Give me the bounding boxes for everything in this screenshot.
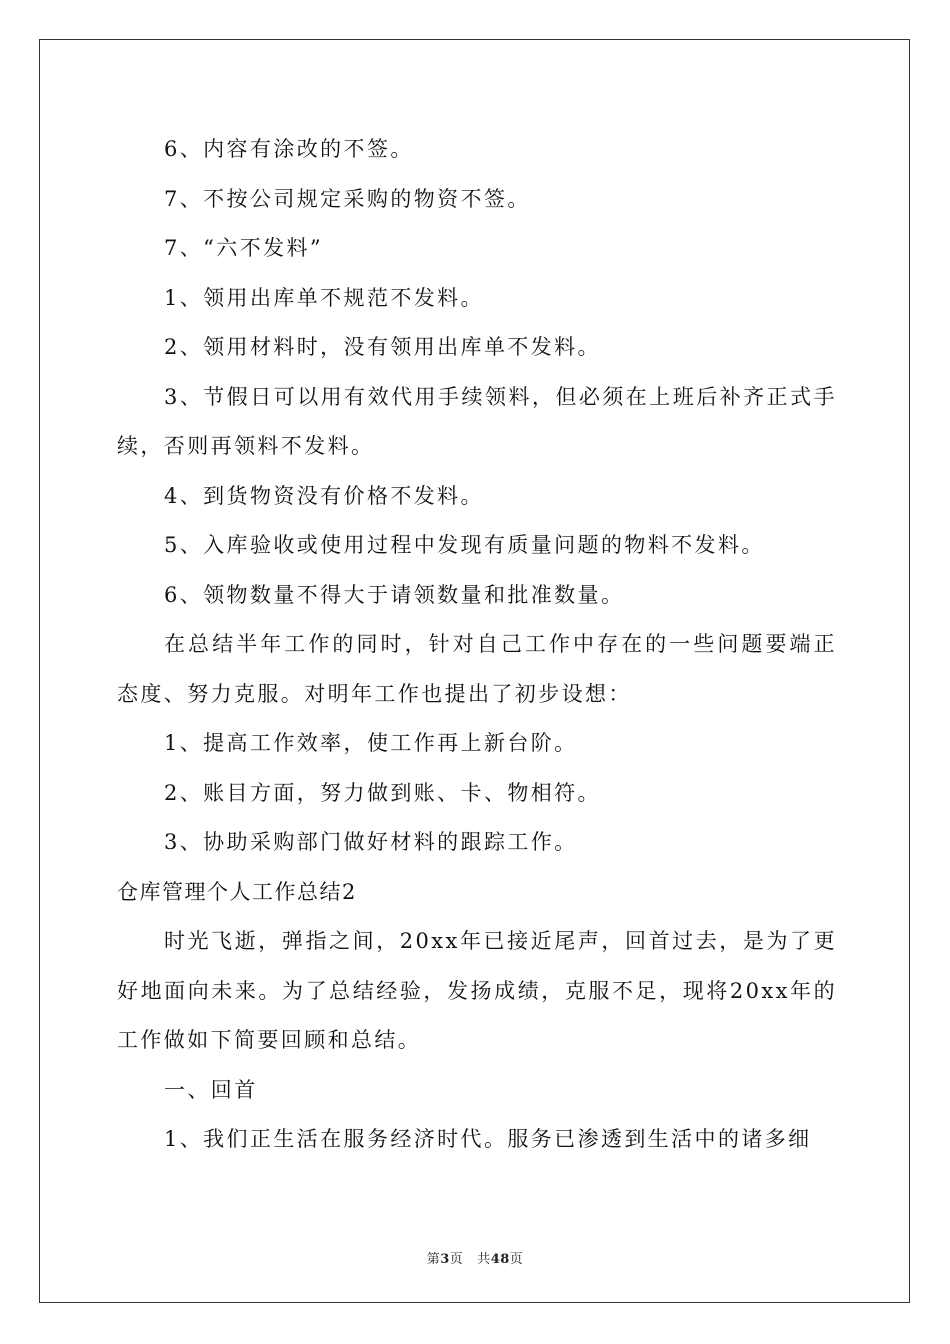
body-text xyxy=(117,125,837,1165)
paragraph: 时光飞逝，弹指之间，20xx年已接近尾声，回首过去，是为了更好地面向未来。为了总结经验，发扬成绩，克服不足，现将20xx年的工作做如下简要回顾和总结。 xyxy=(117,929,837,1052)
paragraph: 在总结半年工作的同时，针对自己工作中存在的一些问题要端正态度、努力克服。对明年工作也提出了初步设想： xyxy=(117,632,837,706)
footer-total-suffix: 页 xyxy=(509,1252,524,1267)
paragraph: 1、领用出库单不规范不发料。 xyxy=(164,285,484,310)
paragraph: 4、到货物资没有价格不发料。 xyxy=(164,483,484,508)
paragraph: 2、账目方面，努力做到账、卡、物相符。 xyxy=(164,780,601,805)
paragraph: 6、内容有涂改的不签。 xyxy=(164,137,414,161)
paragraph: 一、回首 xyxy=(164,1077,258,1102)
section-heading: 仓库管理个人工作总结2 xyxy=(117,879,357,904)
footer-total-pages: 48 xyxy=(490,1252,510,1267)
footer-total-prefix: 共 xyxy=(477,1252,491,1267)
paragraph: 7、不按公司规定采购的物资不签。 xyxy=(164,186,531,211)
footer-current-page: 3 xyxy=(440,1252,450,1267)
paragraph: 5、入库验收或使用过程中发现有质量问题的物料不发料。 xyxy=(164,533,765,557)
footer-prefix: 第 xyxy=(426,1252,441,1267)
footer-page-word: 页 xyxy=(449,1252,464,1267)
paragraph: 6、领物数量不得大于请领数量和批准数量。 xyxy=(164,582,625,607)
page-footer xyxy=(0,1248,950,1267)
paragraph: 3、节假日可以用有效代用手续领料，但必须在上班后补齐正式手续，否则再领料不发料。 xyxy=(117,384,837,458)
paragraph: 1、提高工作效率，使工作再上新台阶。 xyxy=(164,731,578,755)
paragraph: 3、协助采购部门做好材料的跟踪工作。 xyxy=(164,830,578,854)
paragraph: 7、“六不发料” xyxy=(164,236,324,260)
paragraph: 2、领用材料时，没有领用出库单不发料。 xyxy=(164,335,601,359)
paragraph: 1、我们正生活在服务经济时代。服务已渗透到生活中的诸多细 xyxy=(164,1127,812,1151)
